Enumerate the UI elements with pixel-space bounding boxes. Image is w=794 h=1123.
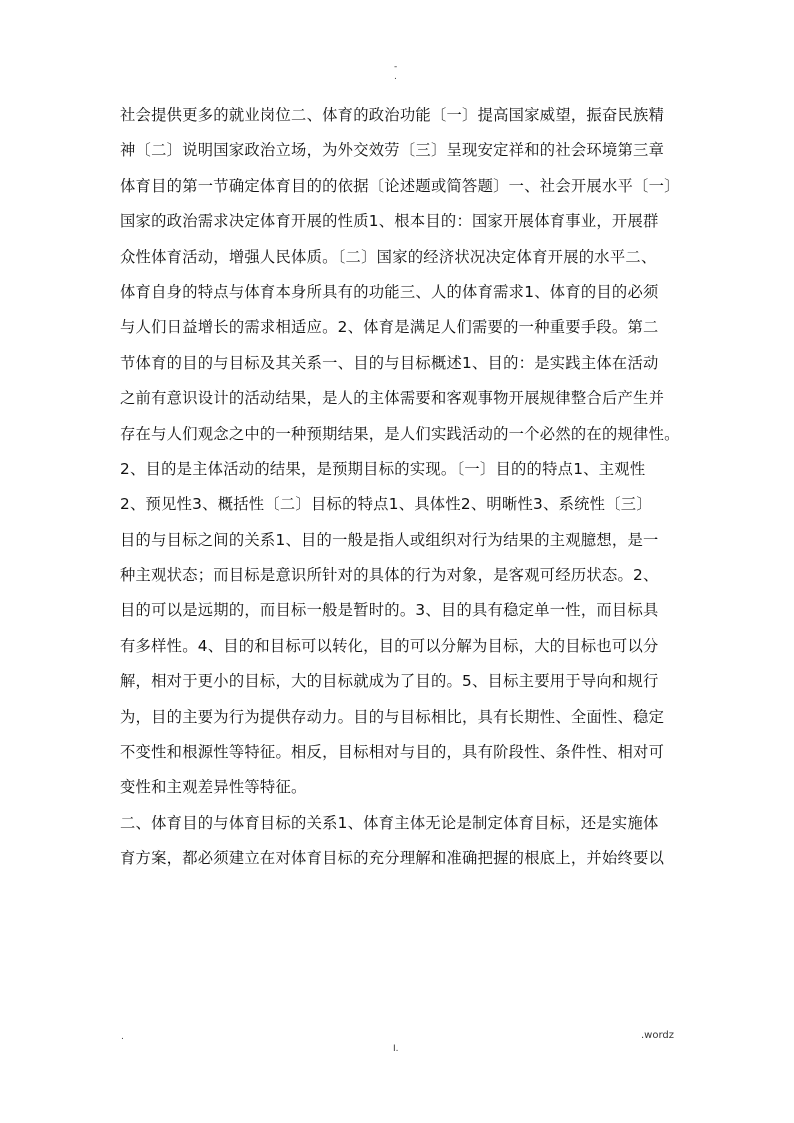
header-mark	[394, 62, 397, 82]
text-line: 与人们日益增长的需求相适应。2、体育是满足人们需要的一种重要手段。第二	[120, 318, 659, 337]
footer-left-mark: .	[121, 1032, 124, 1042]
text-line: 2、目的是主体活动的结果，是预期目标的实现。〔一〕目的的特点1、主观性	[120, 459, 646, 478]
text-line: 解，相对于更小的目标，大的目标就成为了目的。5、目标主要用于导向和规行	[120, 672, 659, 691]
text-line: 种主观状态；而目标是意识所针对的具体的行为对象，是客观可经历状态。2、	[120, 566, 659, 585]
text-line: 之前有意识设计的活动结果，是人的主体需要和客观事物开展规律整合后产生并	[120, 389, 665, 408]
text-line: 体育目的第一节确定体育目的的依据〔论述题或简答题〕一、社会开展水平〔一〕	[120, 176, 680, 195]
text-line: 目的与目标之间的关系1、目的一般是指人或组织对行为结果的主观臆想，是一	[120, 530, 659, 549]
text-line: 为，目的主要为行为提供存动力。目的与目标相比，具有长期性、全面性、稳定	[120, 707, 665, 726]
header-mark-bottom: .	[394, 72, 397, 82]
text-line: 变性和主观差异性等特征。	[120, 778, 307, 797]
header-mark-top: -	[394, 62, 398, 72]
text-line: 2、预见性3、概括性〔二〕目标的特点1、具体性2、明晰性3、系统性〔三〕	[120, 495, 652, 514]
text-line: 二、体育目的与体育目标的关系1、体育主体无论是制定体育目标，还是实施体	[120, 813, 659, 832]
text-line: 节体育的目的与目标及其关系一、目的与目标概述1、目的：是实践主体在活动	[120, 353, 659, 372]
text-line: 存在与人们观念之中的一种预期结果，是人们实践活动的一个必然的在的规律性。	[120, 424, 680, 443]
text-line: 体育自身的特点与体育本身所具有的功能三、人的体育需求1、体育的目的必须	[120, 282, 659, 301]
text-line: 目的可以是远期的，而目标一般是暂时的。3、目的具有稳定单一性，而目标具	[120, 601, 659, 620]
text-line: 育方案，都必须建立在对体育目标的充分理解和准确把握的根底上，并始终要以	[120, 849, 665, 868]
text-line: 国家的政治需求决定体育开展的性质1、根本目的：国家开展体育事业，开展群	[120, 212, 659, 231]
body-text	[120, 98, 680, 877]
page-number: I.	[393, 1044, 399, 1054]
text-line: 众性体育活动，增强人民体质。〔二〕国家的经济状况决定体育开展的水平二、	[120, 247, 657, 266]
text-line: 神〔二〕说明国家政治立场，为外交效劳〔三〕呈现安定祥和的社会环境第三章	[120, 141, 665, 160]
text-line: 不变性和根源性等特征。相反，目标相对与目的，具有阶段性、条件性、相对可	[120, 743, 665, 762]
footer-watermark: .wordz	[641, 1030, 675, 1041]
text-line: 社会提供更多的就业岗位二、体育的政治功能〔一〕提高国家威望，振奋民族精	[120, 106, 665, 124]
text-line: 有多样性。4、目的和目标可以转化，目的可以分解为目标，大的目标也可以分	[120, 636, 659, 655]
